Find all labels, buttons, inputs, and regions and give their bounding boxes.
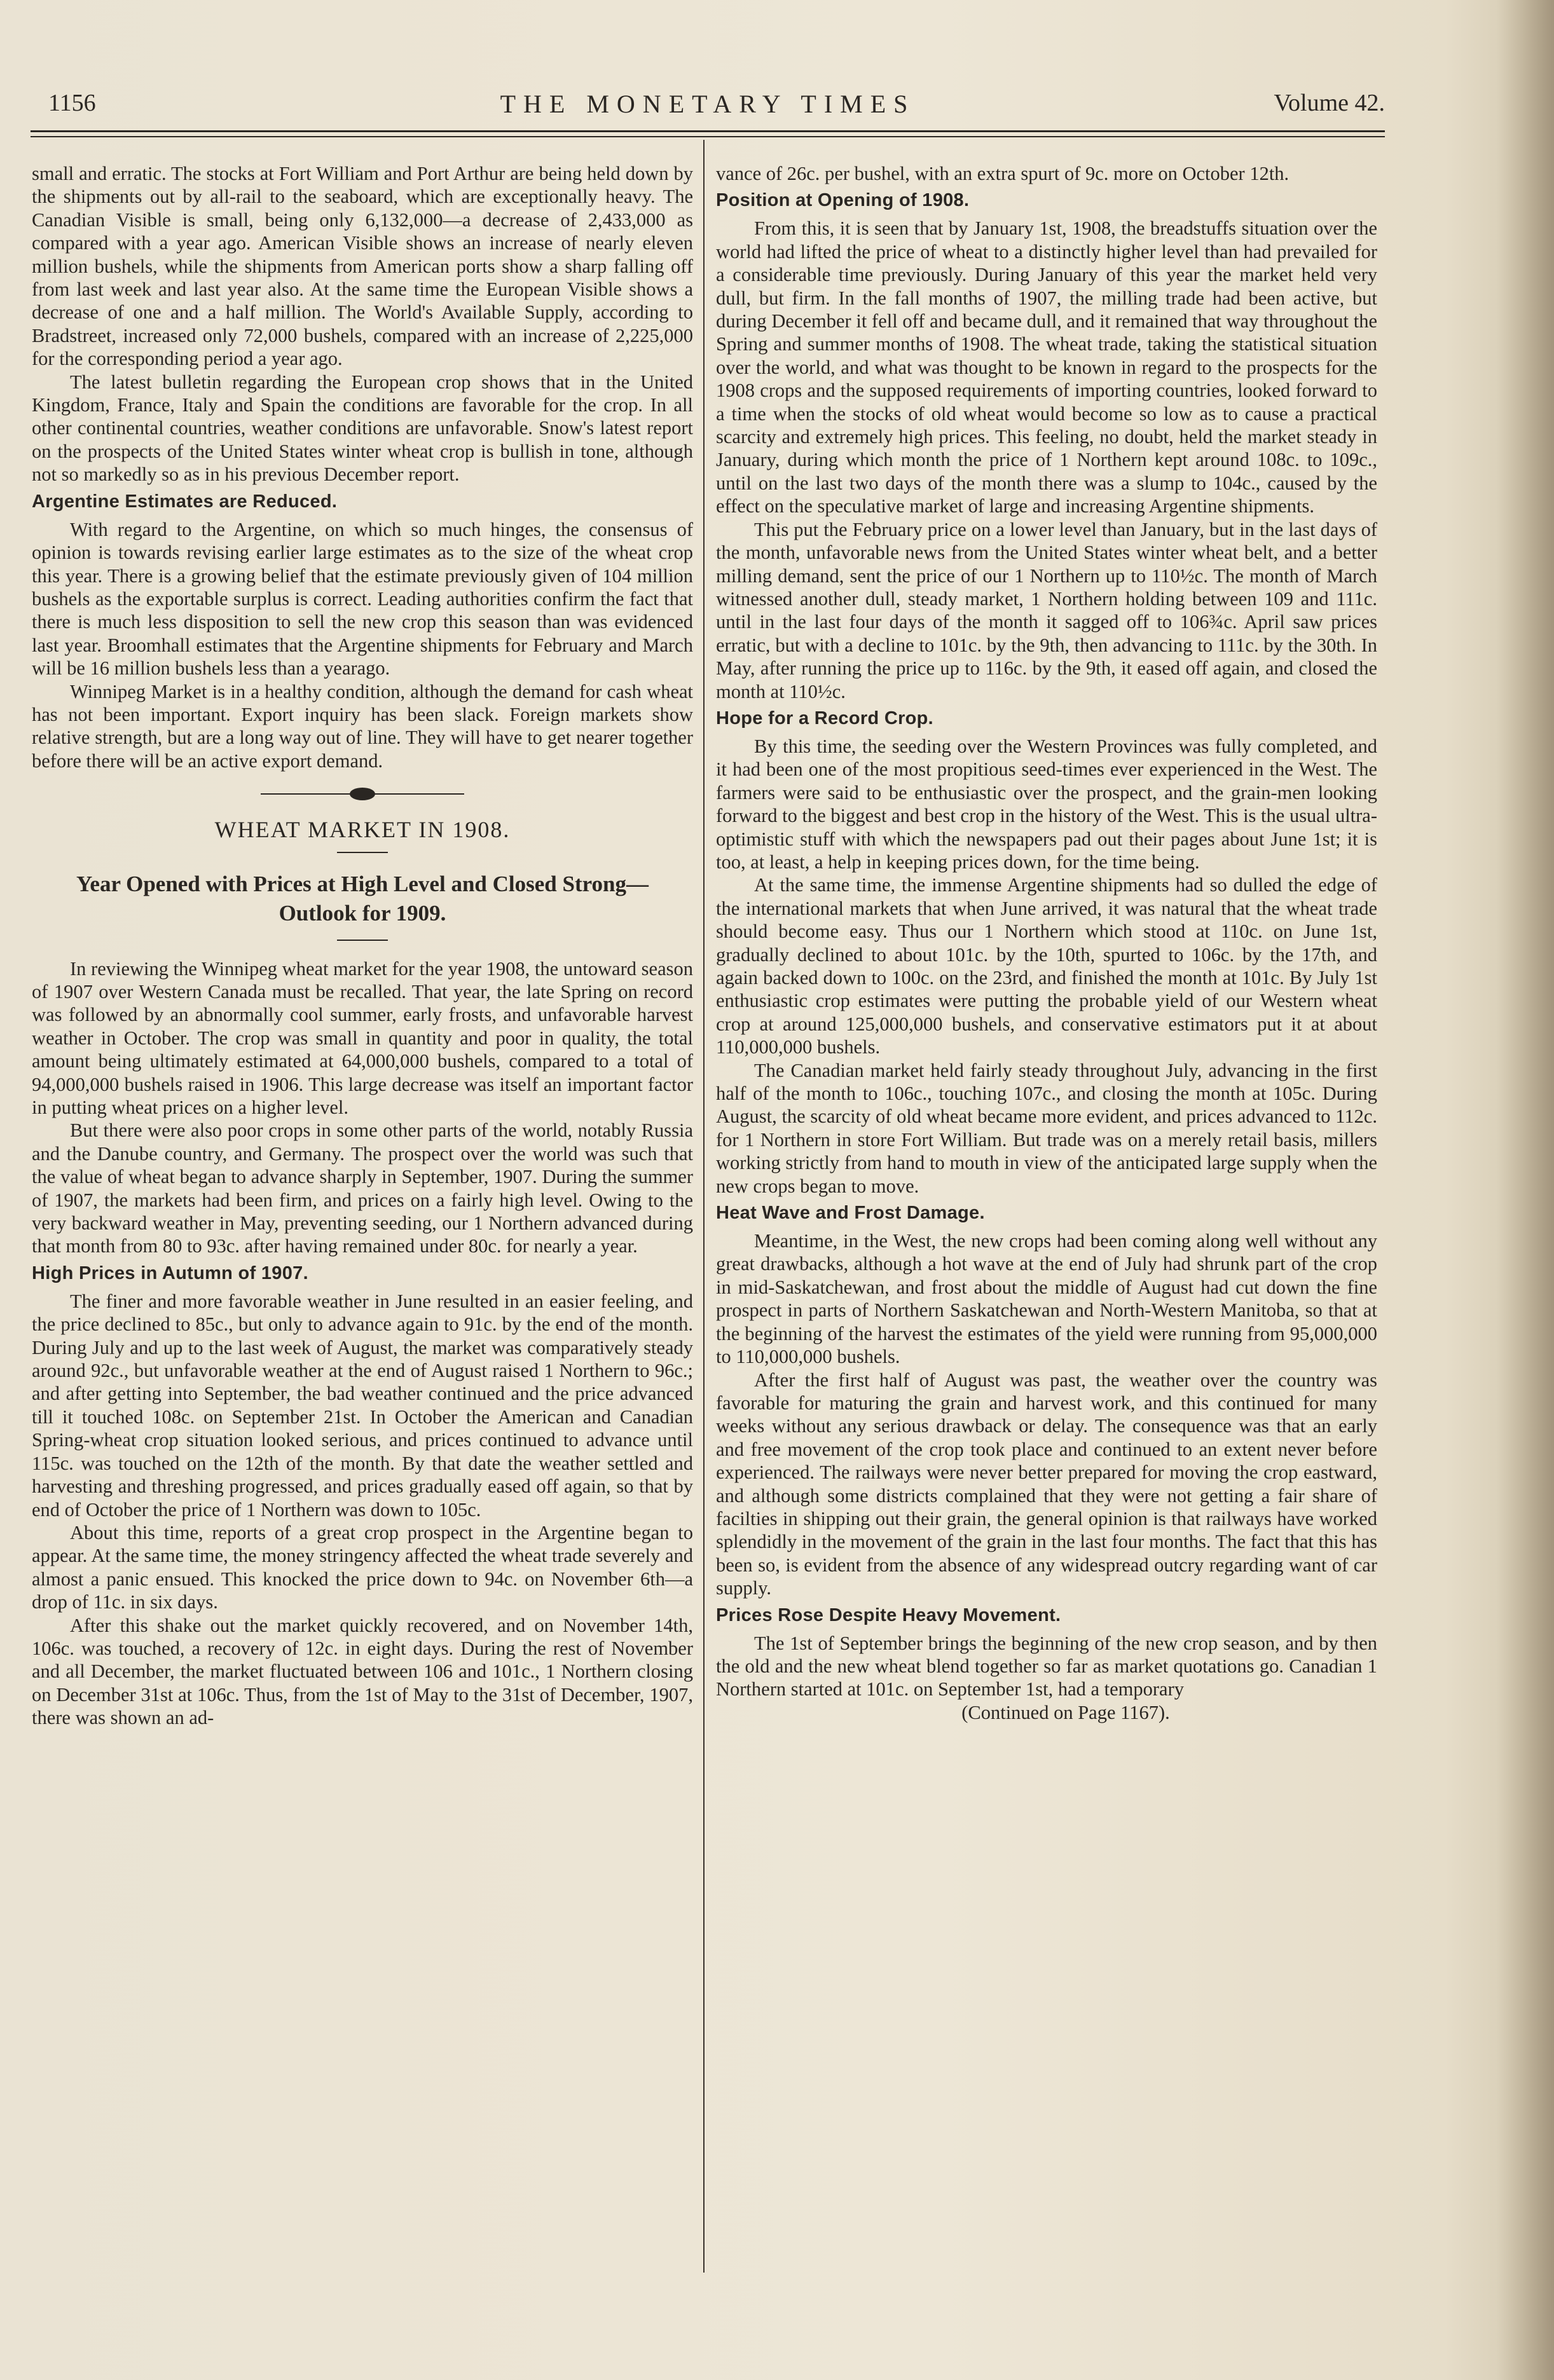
section-heading: Prices Rose Despite Heavy Movement. <box>716 1604 1061 1625</box>
paragraph: Meantime, in the West, the new crops had been coming along well without any great drawbacks, although a hot wave at the end of July had shrunk part of the crop in mid-Saskatchewan, and frost about the middle of August had cut down the fine prospect in parts of Northern Saskatchewan and North-Western Manitoba, so that at the beginning of the harvest the estimates of the yield were running from 95,000,000 to 110,000,000 bushels. <box>716 1230 1377 1368</box>
paragraph: vance of 26c. per bushel, with an extra spurt of 9c. more on October 12th. <box>716 163 1289 184</box>
paragraph: From this, it is seen that by January 1st, 1908, the breadstuffs situation over the world had lifted the price of wheat to a distinctly higher level than had prevailed for a considerable time previously. During January of this year the market held very dull, but firm. In the fall months of 1907, the milling trade had been active, but during December it fell off and became dull, and it remained that way throughout the Spring and summer months of 1908. The wheat trade, taking the statistical situation over the world, and what was thought to be known in regard to the prospects for the 1908 crops and the supposed requirements of importing countries, looked forward to a time when the stocks of old wheat would become so low as to cause a practical scarcity and extremely high prices. This feeling, no doubt, held the market steady in January, during which month the price of 1 Northern kept around 108c. to 109c., until on the last two days of the month there was a slump to 104c., caused by the effect on the speculative market of large and increasing Argentine shipments. <box>716 217 1377 517</box>
paragraph: But there were also poor crops in some other parts of the world, notably Russia and the Danube country, and Germany. The prospect over the world was such that the value of wheat began to advance sharply in September, 1907. During the summer of 1907, the markets had been firm, and prices on a fairly high level. Owing to the very backward weather in May, preventing seeding, our 1 Northern advanced during that month from 80 to 93c. after having remained under 80c. for nearly a year. <box>32 1119 693 1257</box>
paragraph: The Canadian market held fairly steady throughout July, advancing in the first half of the month to 106c., touching 107c., and closing the month at 105c. During August, the scarcity of old wheat became more evident, and prices advanced to 112c. for 1 Northern in store Fort William. But trade was on a merely retail basis, millers working strictly from hand to mouth in view of the anticipated large supply when the new crops began to move. <box>716 1059 1377 1197</box>
ornament-divider <box>32 786 693 802</box>
paragraph: At the same time, the immense Argentine shipments had so dulled the edge of the international markets that when June arrived, it was natural that the wheat trade should become easy. Thus our 1 Northern which stood at 110c. on June 1st, gradually declined to about 101c. by the 10th, spurted to 106c. by the 17th, and again backed down to 100c. on the 23rd, and finished the month at 101c. By July 1st enthusiastic crop estimates were putting the probable yield of our Western wheat crop at around 125,000,000 bushels, and conservative estimators put it at about 110,000,000 bushels. <box>716 874 1377 1058</box>
paragraph: After this shake out the market quickly recovered, and on November 14th, 106c. was touched, a recovery of 12c. in eight days. During the rest of November and all December, the market fluctuated between 106 and 101c., 1 Northern closing on December 31st at 106c. Thus, from the 1st of May to the 31st of December, 1907, there was shown an ad- <box>32 1614 693 1729</box>
paragraph: small and erratic. The stocks at Fort William and Port Arthur are being held down by the shipments out by all-rail to the seaboard, which are exceptionally heavy. The Canadian Visible is small, being only 6,132,000—a decrease of 2,433,000 as compared with a year ago. American Visible shows an increase of nearly eleven million bushels, while the shipments from American ports show a sharp falling off from last week and last year also. At the same time the European Visible shows a decrease of one and a half million. The World's Available Supply, according to Bradstreet, increased only 72,000 bushels, compared with an increase of 2,225,000 for the corresponding period a year ago. <box>32 163 693 370</box>
article-subtitle: Year Opened with Prices at High Level and Closed Strong—Outlook for 1909. <box>76 871 649 926</box>
right-column <box>716 162 1377 1724</box>
section-heading: High Prices in Autumn of 1907. <box>32 1262 308 1283</box>
paragraph: This put the February price on a lower level than January, but in the last days of the month, unfavorable news from the United States winter wheat belt, and a better milling demand, sent the price of our 1 Northern up to 110½c. The month of March witnessed another dull, steady market, 1 Northern holding between 109 and 111c. until in the last four days of the month it sagged off to 106¾c. April saw prices erratic, but with a decline to 101c. by the 9th, then advancing to 111c. by the 30th. In May, after running the price up to 116c. by the 9th, it eased off again, and closed the month at 110½c. <box>716 518 1377 702</box>
paragraph: The finer and more favorable weather in June resulted in an easier feeling, and the price declined to 85c., but only to advance again to 91c. by the end of the month. During July and up to the last week of August, the market was comparatively steady around 92c., but unfavorable weather at the end of August raised 1 Northern to 96c.; and after getting into September, the bad weather continued and the price advanced till it touched 108c. on September 21st. In October the American and Canadian Spring-wheat crop situation looked serious, and prices continued to advance until 115c. was touched on the 12th of the month. By that date the weather settled and harvesting and threshing progressed, and prices gradually eased off again, so that by end of October the price of 1 Northern was down to 105c. <box>32 1290 693 1521</box>
paragraph: After the first half of August was past, the weather over the country was favorable for maturing the grain and harvest work, and this continued for many weeks without any serious drawback or delay. The consequence was that an early and free movement of the crop took place and continued to an extent never before experienced. The railways were never better prepared for moving the crop eastward, and although some districts complained that they were not getting a fair share of facilties in shipping out their grain, the general opinion is that railways have worked splendidly in the movement of the grain in the last four months. The fact that this has been so, is evident from the absence of any widespread outcry regarding want of car supply. <box>716 1369 1377 1599</box>
header-rule-top <box>31 130 1385 132</box>
page-binding-shadow <box>1497 0 1554 2380</box>
article-title: WHEAT MARKET IN 1908. <box>214 817 511 843</box>
section-heading: Hope for a Record Crop. <box>716 708 934 728</box>
page-header <box>31 89 1385 127</box>
paragraph: With regard to the Argentine, on which so much hinges, the consensus of opinion is towards revising earlier large estimates as to the size of the wheat crop this year. There is a growing belief that the estimate previously given of 104 million bushels as the exportable surplus is correct. Leading authorities confirm the fact that there is much less disposition to sell the new crop this season than was evidenced last year. Broomhall estimates that the Argentine shipments for February and March will be 16 million bushels less than a yearago. <box>32 518 693 680</box>
section-heading: Position at Opening of 1908. <box>716 190 970 211</box>
ornament-diamond <box>350 788 375 800</box>
paragraph: In reviewing the Winnipeg wheat market for the year 1908, the untoward season of 1907 over Western Canada must be recalled. That year, the late Spring on record was followed by an abnormally cool summer, early frosts, and unfavorable harvest weather in October. The crop was small in quantity and poor in quality, the total amount being ultimately estimated at 64,000,000 bushels, compared to a total of 94,000,000 bushels raised in 1906. This large decrease was itself an important factor in putting wheat prices on a higher level. <box>32 957 693 1118</box>
paragraph: By this time, the seeding over the Western Provinces was fully completed, and it had been one of the most propitious seed-times ever experienced in the West. The farmers were said to be enthusiastic over the prospect, and the grain-men looking forward to the biggest and best crop in the history of the West. This is the usual ultra-optimistic stuff with which the newspapers pad out their pages about June 1st; it is too, at least, a help in keeping prices down, for the time being. <box>716 735 1377 873</box>
journal-title: THE MONETARY TIMES <box>500 90 916 118</box>
column-divider <box>703 140 705 2273</box>
continued-note: (Continued on Page 1167). <box>961 1701 1170 1723</box>
paragraph: Winnipeg Market is in a healthy condition, although the demand for cash wheat has not been important. Export inquiry has been slack. Foreign markets show relative strength, but are a long way out of line. They will have to get nearer together before there will be an active export demand. <box>32 680 693 772</box>
left-column <box>32 162 693 1730</box>
section-heading: Heat Wave and Frost Damage. <box>716 1203 985 1224</box>
paragraph: The latest bulletin regarding the European crop shows that in the United Kingdom, France, Italy and Spain the conditions are favorable for the crop. In all other continental countries, weather conditions are unfavorable. Snow's latest report on the prospects of the United States winter wheat crop is bullish in tone, although not so markedly so as in his previous December report. <box>32 371 693 486</box>
paragraph: About this time, reports of a great crop prospect in the Argentine began to appear. At the same time, the money stringency affected the wheat trade severely and almost a panic ensued. This knocked the price down to 94c. on November 6th—a drop of 11c. in six days. <box>32 1521 693 1613</box>
volume-number: Volume 42. <box>1274 90 1385 116</box>
page-number: 1156 <box>48 90 96 116</box>
header-rule-bottom <box>31 136 1385 137</box>
title-rule <box>337 852 388 853</box>
section-heading: Argentine Estimates are Reduced. <box>32 491 338 512</box>
subtitle-rule <box>337 940 388 941</box>
paragraph: The 1st of September brings the beginning of the new crop season, and by then the old and the new wheat blend together so far as market quotations go. Canadian 1 Northern started at 101c. on September 1st, had a temporary <box>716 1632 1377 1700</box>
